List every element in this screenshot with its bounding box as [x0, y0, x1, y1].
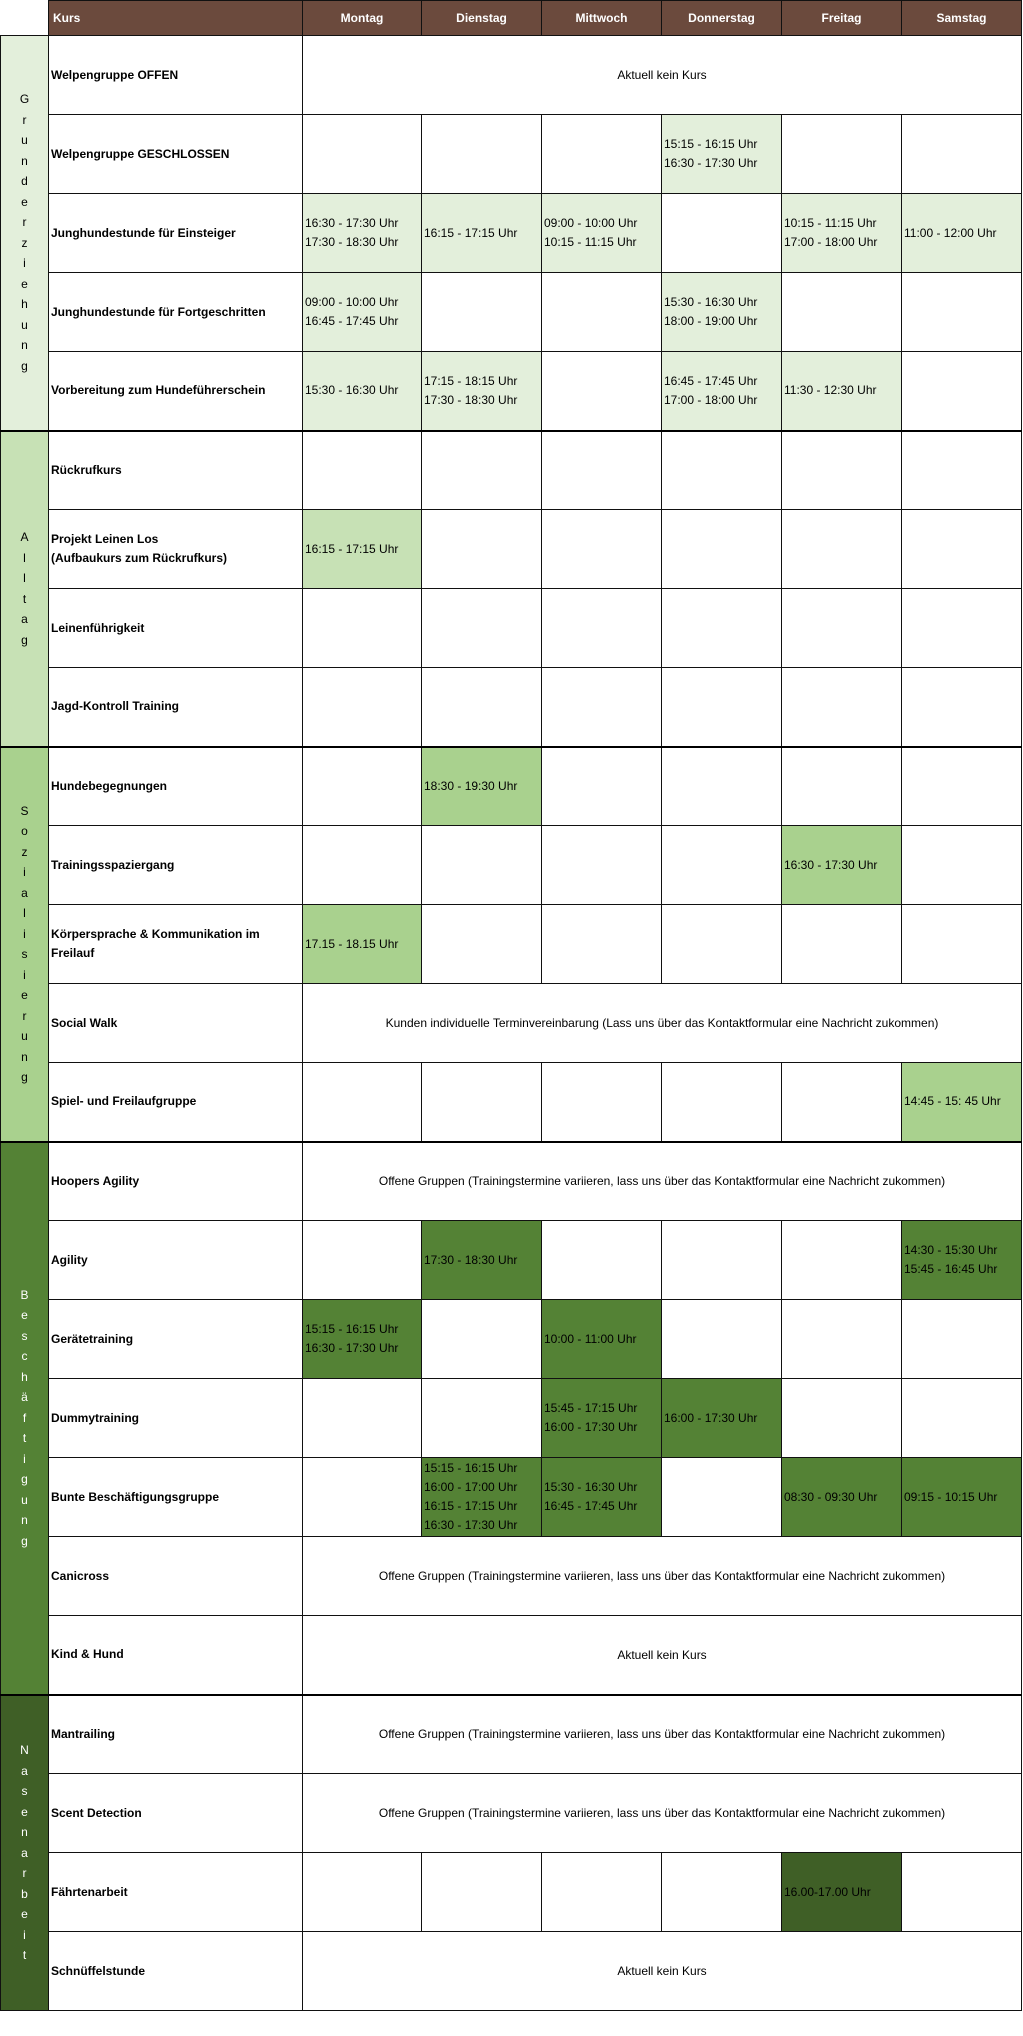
- course-name: Welpengruppe GESCHLOSSEN: [49, 115, 303, 194]
- time-cell-freitag: [782, 747, 902, 826]
- time-slot: 17:00 - 18:00 Uhr: [784, 235, 878, 249]
- header-row: [1, 1, 1022, 36]
- time-slot: 16:30 - 17:30 Uhr: [784, 857, 878, 872]
- time-slot: 10:15 - 11:15 Uhr: [544, 235, 637, 249]
- time-cell-dienstag: [422, 1221, 542, 1300]
- time-cell-samstag: [902, 905, 1022, 984]
- time-cell-samstag: [902, 1221, 1022, 1300]
- category-label-text: B e s c h ä f t i g u n g: [20, 1287, 29, 1548]
- time-cell-freitag: [782, 826, 902, 905]
- time-cell-montag: [303, 589, 422, 668]
- schedule-body: [1, 36, 1022, 2011]
- category-label-text: S o z i a l i s i e r u n g: [20, 803, 29, 1084]
- time-cell-montag: [303, 747, 422, 826]
- time-cell-donnerstag: [662, 194, 782, 273]
- category-label: [1, 36, 49, 431]
- category-label-text: G r u n d e r z i e h u n g: [19, 92, 30, 373]
- schedule-note: Aktuell kein Kurs: [303, 1932, 1022, 2011]
- time-cell-samstag: [902, 352, 1022, 431]
- time-slot: 17:00 - 18:00 Uhr: [664, 392, 758, 407]
- time-cell-samstag: [902, 747, 1022, 826]
- category-label: [1, 1142, 49, 1695]
- time-cell-donnerstag: [662, 905, 782, 984]
- time-slot: 16:15 - 17:15 Uhr: [424, 225, 518, 240]
- time-cell-mittwoch: [542, 115, 662, 194]
- table-row: [1, 1458, 1022, 1537]
- column-header-kurs: Kurs: [49, 1, 303, 36]
- course-name: Trainingsspaziergang: [49, 826, 303, 905]
- course-name: Hundebegegnungen: [49, 747, 303, 826]
- course-name: Dummytraining: [49, 1379, 303, 1458]
- time-cell-samstag: [902, 194, 1022, 273]
- time-slot: 14:45 - 15: 45 Uhr: [904, 1094, 1001, 1109]
- time-cell-dienstag: [422, 273, 542, 352]
- column-header-samstag: Samstag: [902, 1, 1022, 36]
- time-cell-freitag: [782, 1853, 902, 1932]
- schedule-note: Aktuell kein Kurs: [303, 36, 1022, 115]
- time-cell-donnerstag: [662, 747, 782, 826]
- table-row: [1, 510, 1022, 589]
- time-cell-freitag: [782, 905, 902, 984]
- time-cell-freitag: [782, 589, 902, 668]
- time-slot: 15:30 - 16:30 Uhr: [305, 383, 399, 398]
- time-slot: 14:30 - 15:30 Uhr: [904, 1243, 998, 1257]
- time-cell-montag: [303, 905, 422, 984]
- time-slot: 09:15 - 10:15 Uhr: [904, 1489, 998, 1504]
- time-cell-dienstag: [422, 1853, 542, 1932]
- time-cell-montag: [303, 194, 422, 273]
- table-row: [1, 589, 1022, 668]
- time-slot: 16:30 - 17:30 Uhr: [664, 156, 758, 170]
- time-cell-samstag: [902, 1458, 1022, 1537]
- time-cell-donnerstag: [662, 668, 782, 747]
- column-header-freitag: Freitag: [782, 1, 902, 36]
- course-name: Fährtenarbeit: [49, 1853, 303, 1932]
- time-cell-montag: [303, 510, 422, 589]
- time-cell-mittwoch: [542, 826, 662, 905]
- time-cell-montag: [303, 826, 422, 905]
- time-slot: 16:45 - 17:45 Uhr: [544, 1499, 638, 1513]
- table-row: [1, 747, 1022, 826]
- table-row: [1, 984, 1022, 1063]
- time-slot: 16:30 - 17:30 Uhr: [305, 216, 399, 230]
- time-cell-dienstag: [422, 431, 542, 510]
- schedule-note: Offene Gruppen (Trainingstermine variieren, lass uns über das Kontaktformular eine Nachricht zukommen): [303, 1142, 1022, 1221]
- schedule-note: Offene Gruppen (Trainingstermine variieren, lass uns über das Kontaktformular eine Nachricht zukommen): [303, 1537, 1022, 1616]
- table-row: [1, 1063, 1022, 1142]
- time-slot: 11:00 - 12:00 Uhr: [904, 225, 997, 240]
- table-row: [1, 826, 1022, 905]
- time-cell-donnerstag: [662, 589, 782, 668]
- table-row: [1, 1853, 1022, 1932]
- course-name: Canicross: [49, 1537, 303, 1616]
- course-name: Leinenführigkeit: [49, 589, 303, 668]
- time-slot: 15:15 - 16:15 Uhr: [424, 1461, 518, 1475]
- time-cell-samstag: [902, 431, 1022, 510]
- course-name: Bunte Beschäftigungsgruppe: [49, 1458, 303, 1537]
- time-slot: 16.00-17.00 Uhr: [784, 1884, 871, 1899]
- time-cell-donnerstag: [662, 431, 782, 510]
- time-cell-samstag: [902, 1379, 1022, 1458]
- table-row: [1, 273, 1022, 352]
- time-slot: 15:30 - 16:30 Uhr: [544, 1480, 638, 1494]
- time-cell-samstag: [902, 510, 1022, 589]
- time-slot: 16:15 - 17:15 Uhr: [424, 1499, 518, 1513]
- course-name: Mantrailing: [49, 1695, 303, 1774]
- time-slot: 09:00 - 10:00 Uhr: [544, 216, 638, 230]
- category-label: [1, 747, 49, 1142]
- course-name: Projekt Leinen Los (Aufbaukurs zum Rückrufkurs): [49, 510, 303, 589]
- category-label: [1, 431, 49, 747]
- time-cell-dienstag: [422, 747, 542, 826]
- time-slot: 15:45 - 16:45 Uhr: [904, 1262, 998, 1276]
- time-cell-dienstag: [422, 826, 542, 905]
- table-row: [1, 431, 1022, 510]
- course-name: Rückrufkurs: [49, 431, 303, 510]
- time-cell-dienstag: [422, 668, 542, 747]
- course-name: Schnüffelstunde: [49, 1932, 303, 2011]
- time-cell-freitag: [782, 273, 902, 352]
- time-cell-donnerstag: [662, 1379, 782, 1458]
- table-row: [1, 668, 1022, 747]
- time-slot: 16:45 - 17:45 Uhr: [305, 314, 399, 328]
- time-cell-donnerstag: [662, 1853, 782, 1932]
- time-cell-dienstag: [422, 589, 542, 668]
- time-cell-dienstag: [422, 352, 542, 431]
- time-cell-freitag: [782, 668, 902, 747]
- time-cell-freitag: [782, 1063, 902, 1142]
- column-header-montag: Montag: [303, 1, 422, 36]
- time-cell-montag: [303, 1379, 422, 1458]
- schedule-note: Kunden individuelle Terminvereinbarung (Lass uns über das Kontaktformular eine Nachricht zukommen): [303, 984, 1022, 1063]
- time-cell-donnerstag: [662, 352, 782, 431]
- time-slot: 16:00 - 17:00 Uhr: [424, 1480, 518, 1494]
- time-cell-mittwoch: [542, 668, 662, 747]
- time-slot: 15:15 - 16:15 Uhr: [305, 1322, 399, 1336]
- corner-cell: [1, 1, 49, 36]
- time-cell-donnerstag: [662, 1221, 782, 1300]
- course-name: Spiel- und Freilaufgruppe: [49, 1063, 303, 1142]
- time-cell-mittwoch: [542, 1300, 662, 1379]
- time-cell-mittwoch: [542, 1063, 662, 1142]
- table-row: [1, 1695, 1022, 1774]
- time-cell-montag: [303, 1063, 422, 1142]
- time-cell-freitag: [782, 194, 902, 273]
- table-row: [1, 1221, 1022, 1300]
- time-slot: 15:45 - 17:15 Uhr: [544, 1401, 638, 1415]
- time-cell-mittwoch: [542, 431, 662, 510]
- schedule-note: Aktuell kein Kurs: [303, 1616, 1022, 1695]
- time-slot: 17.15 - 18.15 Uhr: [305, 936, 399, 951]
- time-cell-montag: [303, 1853, 422, 1932]
- course-name: Social Walk: [49, 984, 303, 1063]
- time-slot: 16:30 - 17:30 Uhr: [305, 1341, 399, 1355]
- time-slot: 17:30 - 18:30 Uhr: [305, 235, 399, 249]
- time-slot: 16:15 - 17:15 Uhr: [305, 541, 399, 556]
- time-slot: 10:00 - 11:00 Uhr: [544, 1331, 637, 1346]
- time-cell-donnerstag: [662, 1300, 782, 1379]
- course-name: Agility: [49, 1221, 303, 1300]
- time-cell-donnerstag: [662, 1063, 782, 1142]
- table-row: [1, 1774, 1022, 1853]
- time-slot: 15:30 - 16:30 Uhr: [664, 295, 758, 309]
- time-slot: 18:30 - 19:30 Uhr: [424, 778, 518, 793]
- course-name: Junghundestunde für Fortgeschritten: [49, 273, 303, 352]
- time-cell-mittwoch: [542, 1853, 662, 1932]
- time-cell-montag: [303, 352, 422, 431]
- course-name: Kind & Hund: [49, 1616, 303, 1695]
- time-cell-freitag: [782, 510, 902, 589]
- course-name: Welpengruppe OFFEN: [49, 36, 303, 115]
- time-cell-samstag: [902, 826, 1022, 905]
- time-slot: 16:30 - 17:30 Uhr: [424, 1518, 518, 1532]
- time-slot: 16:00 - 17:30 Uhr: [544, 1420, 638, 1434]
- course-name: Scent Detection: [49, 1774, 303, 1853]
- schedule-note: Offene Gruppen (Trainingstermine variieren, lass uns über das Kontaktformular eine Nachricht zukommen): [303, 1695, 1022, 1774]
- time-slot: 17:30 - 18:30 Uhr: [424, 1252, 518, 1267]
- table-row: [1, 1379, 1022, 1458]
- time-cell-montag: [303, 1221, 422, 1300]
- time-cell-dienstag: [422, 510, 542, 589]
- time-cell-montag: [303, 668, 422, 747]
- time-cell-dienstag: [422, 1458, 542, 1537]
- time-cell-mittwoch: [542, 194, 662, 273]
- time-cell-samstag: [902, 589, 1022, 668]
- time-cell-mittwoch: [542, 352, 662, 431]
- course-name: Junghundestunde für Einsteiger: [49, 194, 303, 273]
- course-name: Jagd-Kontroll Training: [49, 668, 303, 747]
- column-header-mittwoch: Mittwoch: [542, 1, 662, 36]
- time-cell-montag: [303, 273, 422, 352]
- time-cell-montag: [303, 115, 422, 194]
- category-label: [1, 1695, 49, 2011]
- time-cell-dienstag: [422, 1063, 542, 1142]
- time-cell-freitag: [782, 352, 902, 431]
- course-name: Körpersprache & Kommunikation im Freilauf: [49, 905, 303, 984]
- time-slot: 09:00 - 10:00 Uhr: [305, 295, 399, 309]
- time-cell-dienstag: [422, 115, 542, 194]
- time-cell-dienstag: [422, 194, 542, 273]
- column-header-donnerstag: Donnerstag: [662, 1, 782, 36]
- table-row: [1, 1142, 1022, 1221]
- time-slot: 17:30 - 18:30 Uhr: [424, 392, 518, 407]
- time-cell-mittwoch: [542, 589, 662, 668]
- time-cell-montag: [303, 1458, 422, 1537]
- time-cell-freitag: [782, 1458, 902, 1537]
- time-slot: 15:15 - 16:15 Uhr: [664, 137, 758, 151]
- table-row: [1, 1616, 1022, 1695]
- time-cell-montag: [303, 1300, 422, 1379]
- time-slot: 17:15 - 18:15 Uhr: [424, 373, 518, 388]
- table-row: [1, 1537, 1022, 1616]
- table-row: [1, 36, 1022, 115]
- time-cell-samstag: [902, 115, 1022, 194]
- time-cell-donnerstag: [662, 1458, 782, 1537]
- table-row: [1, 115, 1022, 194]
- time-cell-samstag: [902, 1853, 1022, 1932]
- time-cell-mittwoch: [542, 1458, 662, 1537]
- time-cell-mittwoch: [542, 1221, 662, 1300]
- time-cell-donnerstag: [662, 273, 782, 352]
- category-label-text: N a s e n a r b e i t: [20, 1743, 29, 1962]
- table-row: [1, 352, 1022, 431]
- time-cell-freitag: [782, 1300, 902, 1379]
- table-row: [1, 905, 1022, 984]
- table-row: [1, 1300, 1022, 1379]
- time-cell-montag: [303, 431, 422, 510]
- time-cell-samstag: [902, 668, 1022, 747]
- time-slot: 10:15 - 11:15 Uhr: [784, 216, 877, 230]
- column-header-dienstag: Dienstag: [422, 1, 542, 36]
- time-cell-mittwoch: [542, 905, 662, 984]
- course-name: Vorbereitung zum Hundeführerschein: [49, 352, 303, 431]
- time-slot: 16:45 - 17:45 Uhr: [664, 373, 758, 388]
- course-name: Hoopers Agility: [49, 1142, 303, 1221]
- schedule-note: Offene Gruppen (Trainingstermine variieren, lass uns über das Kontaktformular eine Nachricht zukommen): [303, 1774, 1022, 1853]
- time-slot: 11:30 - 12:30 Uhr: [784, 383, 877, 398]
- time-cell-samstag: [902, 1300, 1022, 1379]
- time-cell-samstag: [902, 1063, 1022, 1142]
- category-label-text: A l l t a g: [20, 530, 29, 647]
- time-cell-mittwoch: [542, 1379, 662, 1458]
- time-cell-donnerstag: [662, 826, 782, 905]
- time-cell-freitag: [782, 115, 902, 194]
- time-cell-donnerstag: [662, 510, 782, 589]
- time-slot: 16:00 - 17:30 Uhr: [664, 1410, 758, 1425]
- course-name: Gerätetraining: [49, 1300, 303, 1379]
- time-cell-dienstag: [422, 905, 542, 984]
- time-cell-mittwoch: [542, 747, 662, 826]
- time-cell-dienstag: [422, 1300, 542, 1379]
- time-cell-dienstag: [422, 1379, 542, 1458]
- time-cell-mittwoch: [542, 273, 662, 352]
- table-row: [1, 194, 1022, 273]
- time-cell-freitag: [782, 1221, 902, 1300]
- time-slot: 08:30 - 09:30 Uhr: [784, 1489, 878, 1504]
- time-cell-freitag: [782, 1379, 902, 1458]
- time-cell-samstag: [902, 273, 1022, 352]
- time-slot: 18:00 - 19:00 Uhr: [664, 314, 758, 328]
- time-cell-mittwoch: [542, 510, 662, 589]
- time-cell-freitag: [782, 431, 902, 510]
- time-cell-donnerstag: [662, 115, 782, 194]
- table-row: [1, 1932, 1022, 2011]
